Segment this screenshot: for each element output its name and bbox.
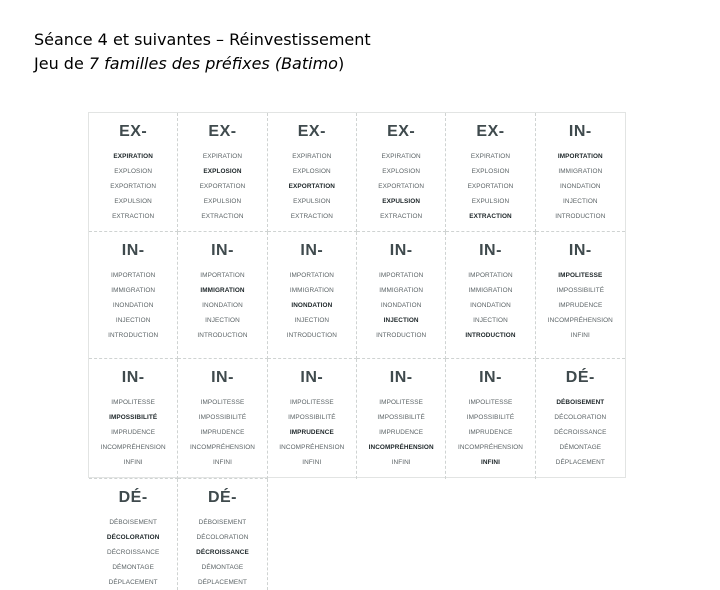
card-grid: [88, 112, 626, 586]
card-word: INCOMPRÉHENSION: [279, 444, 345, 451]
card-word: DÉPLACEMENT: [197, 579, 247, 586]
card-word: IMMIGRATION: [468, 287, 513, 294]
card-word: IMPORTATION: [289, 272, 335, 279]
card-word: INJECTION: [473, 317, 508, 324]
subtitle-italic: 7 familles des préfixes (Batimo: [88, 54, 338, 73]
card-word: DÉPLACEMENT: [555, 459, 605, 466]
card-word: DÉCROISSANCE: [106, 549, 160, 556]
card-word: EXPORTATION: [378, 183, 425, 190]
card-word-list: [287, 268, 337, 343]
family-card: [89, 479, 178, 590]
card-word: EXPORTATION: [110, 183, 157, 190]
card-word-list: [458, 395, 523, 470]
card-word: INTRODUCTION: [555, 213, 606, 220]
family-card: [268, 359, 357, 479]
card-word-highlighted: DÉCOLORATION: [106, 534, 160, 541]
card-word: IMPORTATION: [378, 272, 424, 279]
card-word: EXTRACTION: [112, 213, 155, 220]
card-prefix: IN-: [300, 242, 324, 259]
card-word-highlighted: IMPOSSIBILITÉ: [109, 414, 158, 421]
card-prefix: EX-: [297, 123, 326, 140]
card-prefix: IN-: [211, 369, 234, 386]
family-card: [536, 232, 625, 359]
slide-subtitle: [34, 52, 371, 76]
card-prefix: IN-: [300, 369, 324, 386]
card-word: INFINI: [570, 332, 590, 339]
card-word-highlighted: INONDATION: [291, 302, 333, 309]
card-word-highlighted: IMPOLITESSE: [558, 272, 603, 279]
card-word: EXPLOSION: [114, 168, 153, 175]
card-word: IMMIGRATION: [111, 287, 156, 294]
card-word: IMPOSSIBILITÉ: [556, 287, 605, 294]
card-word: IMPORTATION: [200, 272, 245, 279]
card-prefix: IN-: [389, 369, 413, 386]
card-word: EXTRACTION: [290, 213, 333, 220]
card-word-highlighted: DÉBOISEMENT: [556, 399, 605, 406]
card-word-list: [107, 515, 160, 590]
card-word-list: [548, 268, 613, 343]
card-word: IMPOLITESSE: [289, 399, 334, 406]
card-word: IMPRUDENCE: [111, 429, 156, 436]
card-word: INTRODUCTION: [286, 332, 337, 339]
family-card: [178, 479, 267, 590]
card-word-list: [468, 149, 514, 224]
family-card: [89, 359, 178, 479]
card-word: IMPOSSIBILITÉ: [288, 414, 336, 421]
card-word: DÉBOISEMENT: [109, 519, 157, 526]
card-word: INFINI: [123, 459, 143, 466]
card-prefix: IN-: [389, 242, 413, 259]
card-word-highlighted: EXPIRATION: [113, 153, 153, 160]
card-word: INONDATION: [380, 302, 422, 309]
family-card: [536, 113, 625, 232]
card-word-highlighted: IMPRUDENCE: [289, 429, 334, 436]
card-prefix: DÉ-: [565, 369, 595, 386]
card-word-list: [555, 149, 605, 224]
card-word-list: [376, 268, 426, 343]
card-word: IMPOLITESSE: [200, 399, 245, 406]
card-word: INONDATION: [202, 302, 243, 309]
card-word: EXPLOSION: [382, 168, 421, 175]
card-word: DÉMONTAGE: [559, 444, 602, 451]
card-word: INFINI: [212, 459, 233, 466]
card-word: DÉPLACEMENT: [108, 579, 158, 586]
family-card: [446, 359, 535, 479]
family-card: [536, 359, 625, 479]
card-word: INTRODUCTION: [197, 332, 248, 339]
family-card: [446, 113, 535, 232]
card-word: INONDATION: [112, 302, 154, 309]
card-word-list: [101, 395, 166, 470]
card-prefix: IN-: [568, 123, 592, 140]
card-word: INJECTION: [205, 317, 240, 324]
card-word: IMPORTATION: [110, 272, 156, 279]
card-word: EXPLOSION: [292, 168, 331, 175]
card-word: INFINI: [302, 459, 322, 466]
family-card: [89, 232, 178, 359]
card-word: EXPIRATION: [202, 153, 243, 160]
card-word: INTRODUCTION: [376, 332, 427, 339]
card-word: DÉBOISEMENT: [198, 519, 247, 526]
card-word-highlighted: EXTRACTION: [469, 213, 512, 220]
card-word-list: [197, 268, 247, 343]
card-word-highlighted: INJECTION: [383, 317, 419, 324]
card-word-highlighted: EXPLOSION: [203, 168, 242, 175]
card-prefix: EX-: [476, 123, 505, 140]
card-word: IMMIGRATION: [558, 168, 603, 175]
card-word: IMPOLITESSE: [379, 399, 424, 406]
card-word-highlighted: IMMIGRATION: [200, 287, 245, 294]
card-word-list: [378, 149, 424, 224]
card-word: DÉCOLORATION: [196, 534, 249, 541]
card-prefix: IN-: [121, 369, 145, 386]
card-prefix: IN-: [479, 369, 502, 386]
card-word-highlighted: DÉCROISSANCE: [196, 549, 249, 556]
card-word: EXPULSION: [114, 198, 152, 205]
card-word-highlighted: IMPORTATION: [557, 153, 603, 160]
card-word: IMPOSSIBILITÉ: [466, 414, 515, 421]
card-word: EXPULSION: [293, 198, 331, 205]
card-word: DÉMONTAGE: [112, 564, 154, 571]
card-word: INFINI: [391, 459, 411, 466]
card-word: INTRODUCTION: [108, 332, 159, 339]
card-word: IMMIGRATION: [289, 287, 334, 294]
card-word-list: [369, 395, 434, 470]
card-prefix: IN-: [568, 242, 592, 259]
card-word: INONDATION: [559, 183, 601, 190]
card-word-list: [108, 268, 158, 343]
card-word-highlighted: EXPULSION: [382, 198, 421, 205]
card-word: EXPIRATION: [381, 153, 421, 160]
card-word: IMMIGRATION: [379, 287, 424, 294]
card-word: IMPRUDENCE: [558, 302, 603, 309]
card-prefix: EX-: [387, 123, 416, 140]
card-prefix: IN-: [211, 242, 234, 259]
family-card: [357, 232, 446, 359]
card-word: EXPIRATION: [292, 153, 332, 160]
card-word-list: [289, 149, 335, 224]
card-word: DÉCOLORATION: [554, 414, 607, 421]
card-word-list: [465, 268, 515, 343]
card-word-highlighted: EXPORTATION: [288, 183, 335, 190]
family-card: [268, 113, 357, 232]
card-word: IMPRUDENCE: [468, 429, 513, 436]
card-word: IMPRUDENCE: [379, 429, 424, 436]
card-word-list: [279, 395, 344, 470]
slide-title: Séance 4 et suivantes – Réinvestissement: [34, 30, 371, 49]
family-card: [178, 113, 267, 232]
card-word-list: [110, 149, 156, 224]
card-word-list: [200, 149, 246, 224]
card-word: INCOMPRÉHENSION: [547, 317, 613, 324]
card-word: INCOMPRÉHENSION: [100, 444, 166, 451]
card-word-highlighted: INTRODUCTION: [465, 332, 516, 339]
card-word: IMPOSSIBILITÉ: [377, 414, 425, 421]
card-word: INCOMPRÉHENSION: [457, 444, 524, 451]
family-card: [357, 359, 446, 479]
family-card: [446, 232, 535, 359]
card-word: IMPORTATION: [468, 272, 513, 279]
card-word: EXPLOSION: [471, 168, 510, 175]
card-prefix: DÉ-: [207, 489, 238, 506]
card-word: EXPORTATION: [467, 183, 514, 190]
card-word: EXPULSION: [203, 198, 242, 205]
family-card: [178, 232, 267, 359]
card-prefix: EX-: [119, 123, 148, 140]
card-word: IMPOLITESSE: [468, 399, 513, 406]
card-word-list: [196, 515, 249, 590]
family-card: [89, 113, 178, 232]
card-word: EXTRACTION: [201, 213, 244, 220]
card-word: EXPULSION: [471, 198, 510, 205]
card-prefix: EX-: [208, 123, 237, 140]
subtitle-close: ): [337, 54, 345, 73]
family-card: [178, 359, 267, 479]
card-prefix: IN-: [479, 242, 502, 259]
family-card: [357, 113, 446, 232]
card-word: IMPRUDENCE: [200, 429, 245, 436]
slide-heading: [34, 28, 371, 76]
card-word-list: [190, 395, 255, 470]
card-prefix: DÉ-: [118, 489, 148, 506]
card-word-list: [554, 395, 606, 470]
card-word: INJECTION: [294, 317, 330, 324]
card-word: INJECTION: [115, 317, 151, 324]
card-word: DÉMONTAGE: [201, 564, 244, 571]
card-word: EXPIRATION: [470, 153, 511, 160]
card-word: EXPORTATION: [199, 183, 246, 190]
subtitle-text: Jeu de: [34, 54, 89, 73]
card-word: INONDATION: [470, 302, 511, 309]
card-word: INCOMPRÉHENSION: [189, 444, 256, 451]
card-word: DÉCROISSANCE: [554, 429, 607, 436]
card-prefix: IN-: [121, 242, 145, 259]
card-word: EXTRACTION: [380, 213, 423, 220]
card-word: INJECTION: [563, 198, 598, 205]
card-word: IMPOLITESSE: [111, 399, 156, 406]
card-word-highlighted: INFINI: [480, 459, 501, 466]
card-word-highlighted: INCOMPRÉHENSION: [368, 444, 434, 451]
card-word: IMPOSSIBILITÉ: [198, 414, 247, 421]
family-card: [268, 232, 357, 359]
